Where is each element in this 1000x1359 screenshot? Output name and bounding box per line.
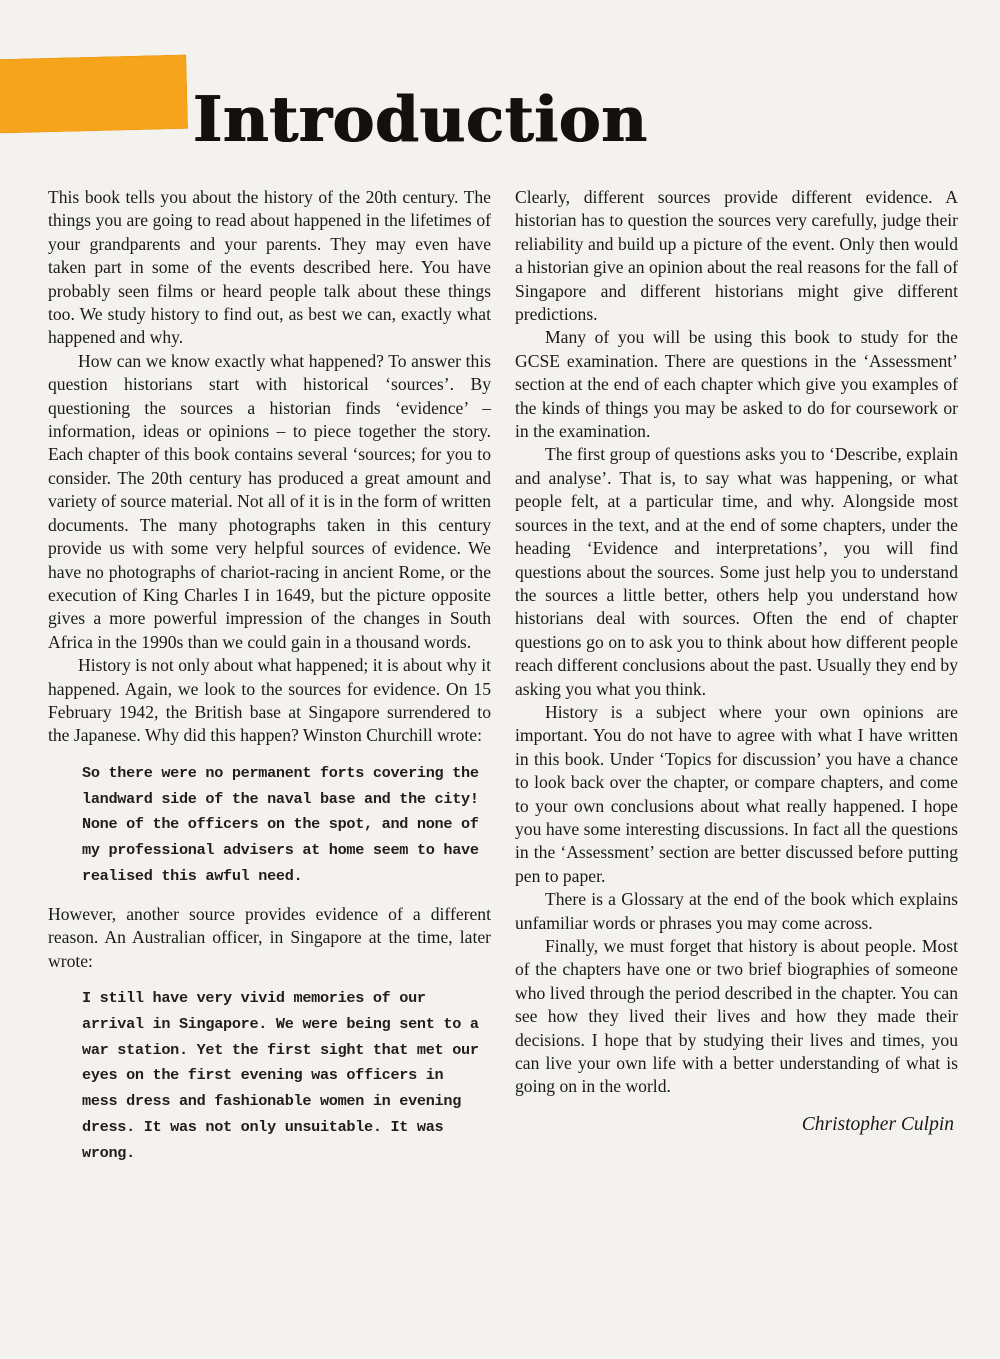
accent-bar (0, 55, 188, 134)
author-signature: Christopher Culpin (801, 1113, 954, 1135)
australian-officer-quote: I still have very vivid memories of our arrival in Singapore. We were being sent to a war station. Yet the first sight that met our eyes on the first evening was officers in mess dress and fashionable women in evening dress. It was not only unsuitable. It was wrong. (82, 988, 479, 1162)
left-column (48, 186, 491, 1180)
right-column (515, 186, 958, 1180)
paragraph-this-book: This book tells you about the history of the 20th century. The things you are going to read about happened in the lifetimes of your grandparents and your parents. They may even have taken part in some of the events described here. You have probably seen films or heard people talk about these things too. We study history to find out, as best we can, exactly what happened and why. (48, 187, 491, 348)
paragraph-many-of-you: Many of you will be using this book to study for the GCSE examination. There are questions in the ‘Assessment’ section at the end of each chapter which give you examples of the kinds of things you may be asked to do for coursework or in the examination. (515, 327, 958, 442)
paragraph-clearly: Clearly, different sources provide different evidence. A historian has to question the sources very carefully, judge their reliability and build up a picture of the event. Only then would a historian give an opinion about the real reasons for the fall of Singapore and different historians might give different predictions. (515, 187, 958, 325)
churchill-quote: So there were no permanent forts covering the landward side of the naval base and the city! None of the officers on the spot, and none of my professional advisers at home seem to have realised this awful need. (82, 763, 479, 885)
page-title: Introduction (193, 82, 648, 157)
paragraph-however: However, another source provides evidence of a different reason. An Australian officer, in Singapore at the time, later wrote: (48, 903, 491, 971)
paragraph-glossary: There is a Glossary at the end of the book which explains unfamiliar words or phrases you may come across. (515, 889, 958, 933)
paragraph-history-not-only: History is not only about what happened; it is about why it happened. Again, we look to the sources for evidence. On 15 February 1942, the British base at Singapore surrendered to the Japanese. Why did this happen? Winston Churchill wrote: (48, 655, 491, 746)
page-content (0, 186, 1000, 1180)
paragraph-how-can-we-know: How can we know exactly what happened? To answer this question historians start with historical ‘sources’. By questioning the sources a historian finds ‘evidence’ – information, ideas or opinions – to piece together the story. Each chapter of this book contains several ‘sources; for you to consider. The 20th century has produced a great amount and variety of source material. Not all of it is in the form of written documents. The many photographs taken in this century provide us with some very helpful sources of evidence. We have no photographs of chariot-racing in ancient Rome, or the execution of King Charles I in 1649, but the picture opposite gives a more powerful impression of the changes in South Africa in the 1990s than we could gain in a thousand words. (48, 350, 491, 652)
paragraph-finally: Finally, we must forget that history is about people. Most of the chapters have one or two brief biographies of someone who lived through the period described in the chapter. You can see how they lived their lives and how they made their decisions. I hope that by studying their lives and times, you can live your own life with a better understanding of what is going on in the world. (515, 936, 958, 1097)
page-header (0, 0, 1000, 186)
paragraph-history-subject: History is a subject where your own opinions are important. You do not have to agree with what I have written in this book. Under ‘Topics for discussion’ you have a chance to look back over the chapter, or compare chapters, and come to your own conclusions about what really happened. I hope you have some interesting discussions. In fact all the questions in the ‘Assessment’ section are better discussed before putting pen to paper. (515, 701, 958, 886)
paragraph-first-group: The first group of questions asks you to ‘Describe, explain and analyse’. That is, to say what was happening, or what people felt, at a particular time, and why. Alongside most sources in the text, and at the end of some chapters, under the heading ‘Evidence and interpretations’, you will find questions about the sources. Some just help you to understand the sources a little better, others help you understand how historians deal with sources. Often the end of chapter questions go on to ask you to think about how different people reach different conclusions about the past. Usually they end by asking you what you think. (515, 444, 958, 699)
